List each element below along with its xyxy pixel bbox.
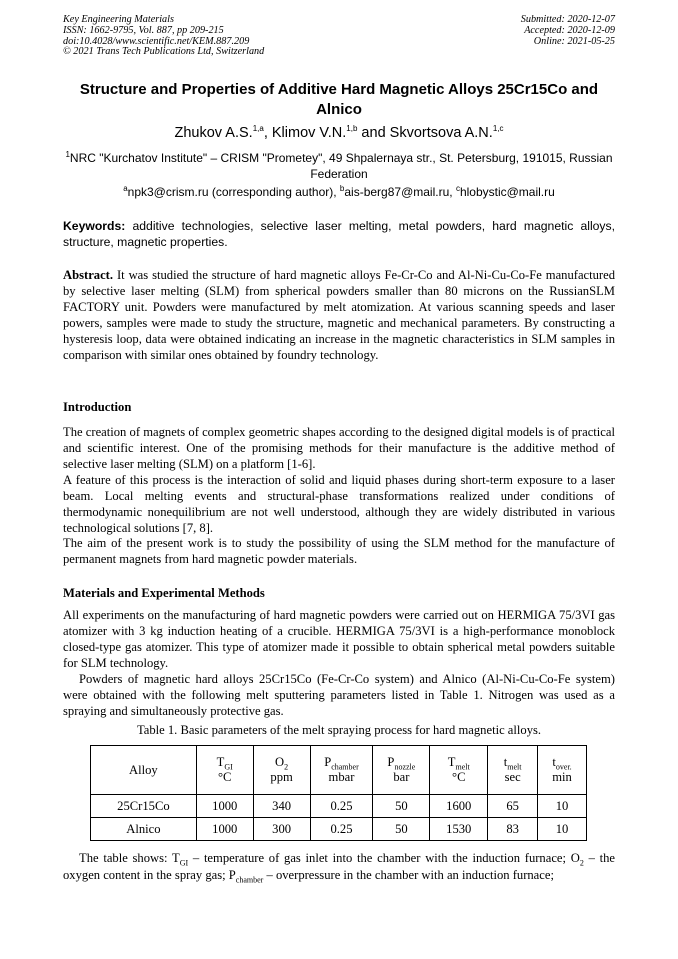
table-explanation-paragraph <box>63 850 615 883</box>
copyright-line: © 2021 Trans Tech Publications Ltd, Switzerland <box>63 46 265 58</box>
email-mark: c <box>455 184 460 193</box>
author-name: Skvortsova A.N. <box>389 125 493 141</box>
section-heading-introduction: Introduction <box>63 400 132 414</box>
author-affiliation-mark: 1,b <box>346 124 358 134</box>
author-separator: and <box>357 125 390 141</box>
header-subscript: nozzle <box>394 762 416 772</box>
explanation-text: The table shows: T <box>79 851 180 865</box>
author-emails <box>63 184 615 200</box>
header-unit: °C <box>218 770 232 784</box>
header-unit: min <box>552 770 572 784</box>
table-cell: 10 <box>538 795 587 818</box>
table-row <box>91 818 587 841</box>
table-cell: 1600 <box>430 795 488 818</box>
header-symbol: T <box>216 755 225 769</box>
issn-line: ISSN: 1662-9795, Vol. 887, pp 209-215 <box>63 24 224 36</box>
header-symbol: O <box>275 755 285 769</box>
online-date: Online: 2021-05-25 <box>533 35 615 47</box>
header-symbol: P <box>324 755 332 769</box>
table-cell: 300 <box>253 818 310 841</box>
submitted-date: Submitted: 2020-12-07 <box>520 14 615 25</box>
header-cell <box>196 746 253 795</box>
header-subscript: over. <box>555 762 572 772</box>
author-list <box>63 124 615 142</box>
table-cell: 50 <box>373 818 430 841</box>
keywords-text: additive technologies, selective laser melting, metal powders, hard magnetic alloys, structure, magnetic properties. <box>63 219 615 249</box>
header-unit: mbar <box>328 770 355 784</box>
author-name: Zhukov A.S. <box>174 125 253 141</box>
intro-paragraph-3: The aim of the present work is to study the possibility of using the SLM method for the manufacture of permanent magnets from hard magnetic powder materials. <box>63 536 615 567</box>
author-separator: , <box>263 125 272 141</box>
header-cell <box>253 746 310 795</box>
header-symbol: P <box>387 755 395 769</box>
journal-name: Key Engineering Materials <box>63 14 174 25</box>
header-cell <box>91 746 197 795</box>
table-cell: 340 <box>253 795 310 818</box>
abstract-label: Abstract. <box>63 268 114 282</box>
table-cell: 1000 <box>196 795 253 818</box>
author-affiliation-mark: 1,a <box>252 124 264 134</box>
abstract <box>63 267 615 364</box>
author-name: Klimov V.N. <box>271 125 347 141</box>
submission-dates <box>521 15 615 47</box>
header-unit: sec <box>504 770 521 784</box>
accepted-date: Accepted: 2020-12-09 <box>524 24 615 36</box>
journal-info <box>63 15 264 58</box>
explanation-subscript: chamber <box>235 875 264 885</box>
author-affiliation-mark: 1,c <box>492 124 504 134</box>
section-heading-methods: Materials and Experimental Methods <box>63 586 265 600</box>
table-cell: Alnico <box>91 818 197 841</box>
table-cell: 83 <box>488 818 538 841</box>
affiliation-mark: 1 <box>65 150 70 159</box>
explanation-text: – the oxygen content in the spray gas; P <box>63 851 615 882</box>
table-row <box>91 795 587 818</box>
header-subscript: 2 <box>284 762 289 772</box>
header-unit: bar <box>393 770 410 784</box>
parameters-table <box>90 745 587 841</box>
table-cell: 25Cr15Co <box>91 795 197 818</box>
affiliation-text: NRC "Kurchatov Institute" – CRISM "Prometey", 49 Shpalernaya str., St. Petersburg, 191015, Russian Federation <box>69 151 613 181</box>
email-mark: b <box>339 184 345 193</box>
keywords <box>63 218 615 250</box>
table-cell: 1530 <box>430 818 488 841</box>
header-symbol: T <box>447 755 456 769</box>
email-mark: a <box>123 184 128 193</box>
email-corresponding[interactable]: npk3@crism.ru (corresponding author), <box>127 185 340 199</box>
header-unit: ppm <box>270 770 293 784</box>
keywords-label: Keywords: <box>63 219 126 233</box>
abstract-text: It was studied the structure of hard magnetic alloys Fe-Cr-Co and Al-Ni-Cu-Co-Fe manufactured by selective laser melting (SLM) from spherical powders smaller than 80 microns on the RussianSLM FACTORY unit. Powders were manufactured by melt atomization. At various scanning speeds and laser powers, samples were made to study the structure, magnetic and mechanical parameters. By constructing a hysteresis loop, data were obtained indicating an increase in the magnetic characteristics in SLM samples in comparison with similar ones obtained by foundry technology. <box>63 268 615 363</box>
header-subscript: GI <box>224 762 233 772</box>
table-cell: 1000 <box>196 818 253 841</box>
header-subscript: chamber <box>331 762 359 772</box>
header-symbol: t <box>552 755 556 769</box>
methods-paragraph-2: Powders of magnetic hard alloys 25Cr15Co (Fe-Cr-Co system) and Alnico (Al-Ni-Cu-Co-Fe system) were obtained with the following melt sputtering parameters listed in Table 1. Nitrogen was used as a spraying and simultaneously protective gas. <box>63 672 615 719</box>
table-cell: 65 <box>488 795 538 818</box>
header-cell <box>373 746 430 795</box>
header-cell <box>430 746 488 795</box>
email-second[interactable]: ais-berg87@mail.ru, <box>344 185 456 199</box>
header-label: Alloy <box>129 762 158 777</box>
header-unit: °C <box>452 770 466 784</box>
header-subscript: melt <box>455 762 470 772</box>
doi-line[interactable]: doi:10.4028/www.scientific.net/KEM.887.209 <box>63 35 250 47</box>
affiliation <box>63 150 615 182</box>
paper-title: Structure and Properties of Additive Hard Magnetic Alloys 25Cr15Co and Alnico <box>79 81 599 118</box>
table-caption: Table 1. Basic parameters of the melt spraying process for hard magnetic alloys. <box>136 723 542 737</box>
header-symbol: t <box>503 755 508 769</box>
explanation-subscript: GI <box>179 858 189 868</box>
header-subscript: melt <box>507 762 522 772</box>
explanation-text: – overpressure in the chamber with an induction furnace; <box>263 867 554 882</box>
intro-paragraph-1: The creation of magnets of complex geometric shapes according to the designed digital models is of practical and scientific interest. One of the promising methods for their manufacture is the additive method of selective laser melting (SLM) on a platform [1-6]. <box>63 425 615 472</box>
header-cell <box>538 746 587 795</box>
explanation-subscript: 2 <box>579 858 584 868</box>
table-cell: 10 <box>538 818 587 841</box>
table-header-row <box>91 746 587 795</box>
methods-paragraph-1: All experiments on the manufacturing of hard magnetic powders were carried out on HERMIGA 75/3VI gas atomizer with 3 kg induction heating of a crucible. HERMIGA 75/3VI is a high-performance monoblock closed-type gas atomizer. This type of atomizer made it possible to obtain spherical metal powders suitable for SLM technology. <box>63 608 615 671</box>
table-cell: 50 <box>373 795 430 818</box>
intro-paragraph-2: A feature of this process is the interaction of solid and liquid phases during short-term exposure to a laser beam. Local melting events and structural-phase transformations realized under conditions of thermodynamic nonequilibrium are not well understood, although they are widely distributed in various technological solutions [7, 8]. <box>63 473 615 536</box>
header-cell <box>310 746 373 795</box>
table-cell: 0.25 <box>310 818 373 841</box>
email-third[interactable]: hlobystic@mail.ru <box>459 185 555 199</box>
table-cell: 0.25 <box>310 795 373 818</box>
header-cell <box>488 746 538 795</box>
explanation-text: – temperature of gas inlet into the chamber with the induction furnace; O <box>188 851 580 865</box>
